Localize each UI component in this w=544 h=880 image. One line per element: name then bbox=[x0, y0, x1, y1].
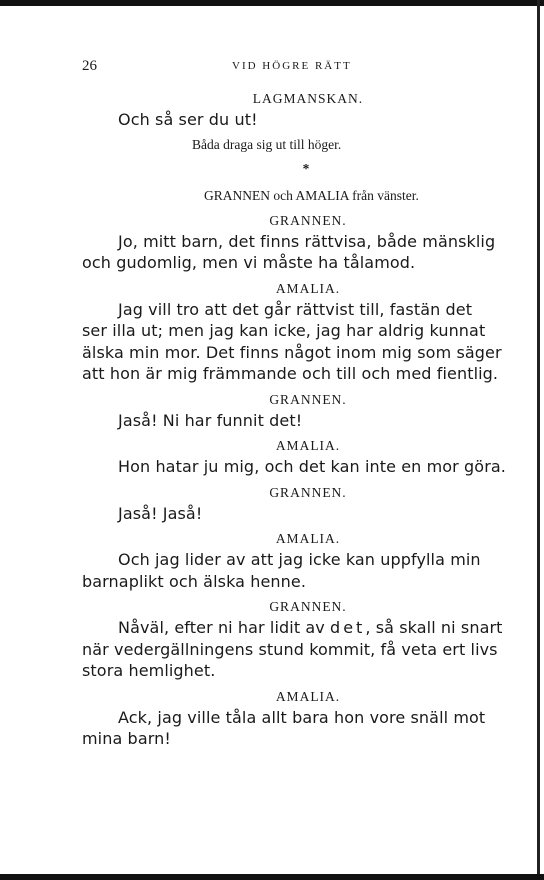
section-divider: * bbox=[302, 160, 310, 176]
dialogue-fragment: Nåväl, efter ni har lidit av bbox=[118, 618, 331, 637]
dialogue-line: när vedergällningens stund kommit, få veta ert livs bbox=[82, 639, 498, 659]
dialogue-line: mina barn! bbox=[82, 729, 171, 748]
stage-name-grannen: GRANNEN bbox=[204, 187, 270, 203]
dialogue-fragment: , så skall ni snart bbox=[365, 618, 503, 637]
page-number: 26 bbox=[82, 58, 97, 74]
stage-direction-text: från vänster. bbox=[348, 187, 419, 203]
stage-conjunction: och bbox=[270, 187, 296, 203]
speaker-lagmanskan: LAGMANSKAN. bbox=[252, 91, 364, 106]
speaker-grannen: GRANNEN. bbox=[269, 484, 347, 500]
dialogue-line: Jaså! Ni har funnit det! bbox=[118, 410, 303, 430]
speaker-amalia: AMALIA. bbox=[275, 531, 341, 546]
dialogue-line: och gudomlig, men vi måste ha tålamod. bbox=[82, 253, 416, 272]
dialogue-line: älska min mor. Det finns något inom mig som säger bbox=[82, 342, 502, 362]
speaker-grannen: GRANNEN. bbox=[269, 391, 347, 407]
dialogue-line: Hon hatar ju mig, och det kan inte en mor göra. bbox=[118, 457, 506, 476]
play-text bbox=[82, 88, 510, 750]
dialogue-line: att hon är mig främmande och till och med fientlig. bbox=[82, 364, 499, 383]
page-header bbox=[82, 58, 512, 78]
dialogue-line bbox=[82, 617, 510, 639]
dialogue-line: Ack, jag ville tåla allt bara hon vore snäll mot bbox=[118, 707, 486, 727]
speaker-grannen: GRANNEN. bbox=[269, 212, 347, 228]
speaker-amalia: AMALIA. bbox=[275, 438, 341, 453]
stage-direction-entrance bbox=[82, 186, 510, 206]
dialogue-line: barnaplikt och älska henne. bbox=[82, 571, 307, 591]
dialogue-line: Och så ser du ut! bbox=[118, 110, 258, 129]
emphasized-word: det bbox=[330, 618, 366, 637]
dialogue-line: Jaså! Jaså! bbox=[118, 503, 203, 523]
stage-direction: Båda draga sig ut till höger. bbox=[192, 136, 342, 152]
stage-name-amalia: AMALIA bbox=[295, 187, 349, 203]
dialogue-line: ser illa ut; men jag kan icke, jag har aldrig kunnat bbox=[82, 321, 486, 340]
speaker-amalia: AMALIA. bbox=[275, 280, 341, 296]
dialogue-line: Och jag lider av att jag icke kan uppfylla min bbox=[118, 550, 481, 569]
dialogue-line: Jo, mitt barn, det finns rättvisa, både mänsklig bbox=[118, 231, 496, 251]
running-title: VID HÖGRE RÄTT bbox=[232, 60, 352, 72]
dialogue-line: Jag vill tro att det går rättvist till, fastän det bbox=[118, 299, 473, 319]
speaker-amalia: AMALIA. bbox=[275, 688, 341, 704]
dialogue-line: stora hemlighet. bbox=[82, 661, 216, 680]
speaker-grannen: GRANNEN. bbox=[269, 599, 347, 614]
